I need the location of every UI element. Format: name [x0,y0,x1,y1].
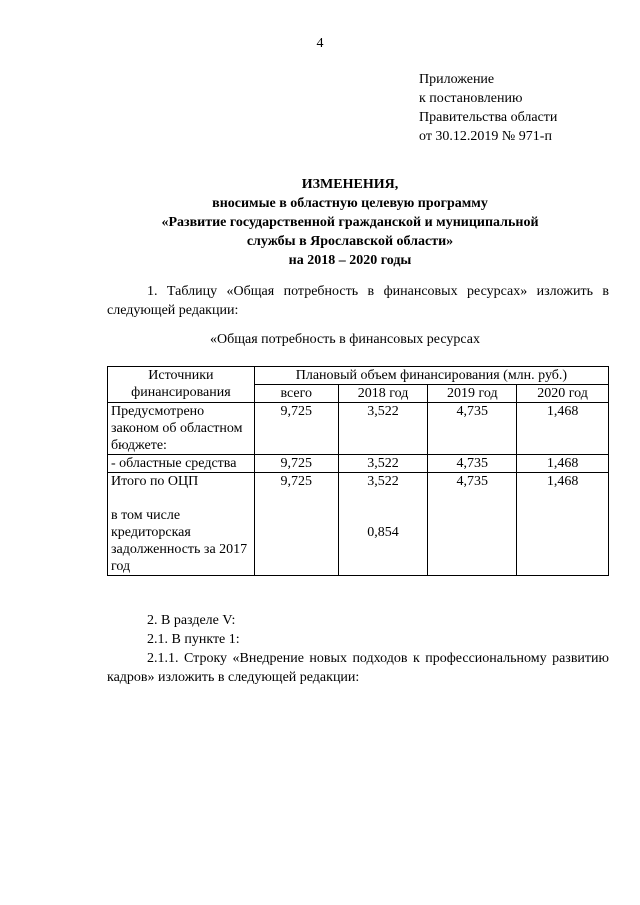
table-title: «Общая потребность в финансовых ресурсах [210,332,480,347]
row-2018: 3,522 [338,403,428,455]
row-2018-value: 3,522 [367,474,399,489]
table-row [108,473,609,576]
heading-line-3: «Развитие государственной гражданской и муниципальной [161,215,539,230]
paragraph-1: 1. Таблицу «Общая потребность в финансовых ресурсах» изложить в следующей редакции: [107,284,609,318]
document-heading [90,175,610,270]
header-total: всего [254,385,338,403]
appendix-note [419,70,557,146]
row-2019: 4,735 [428,403,517,455]
heading-line-2: вносимые в областную целевую программу [212,196,488,211]
row-2020: 1,468 [517,473,609,576]
row-2019: 4,735 [428,473,517,576]
row-2018-total [338,473,428,576]
row-total: 9,725 [254,473,338,576]
section-2-line-3: 2.1.1. Строку «Внедрение новых подходов к профессиональному развитию кадров» изложить в следующей редакции: [107,651,609,685]
table-row [108,455,609,473]
header-2020: 2020 год [517,385,609,403]
appendix-line-3: Правительства области [419,110,558,125]
appendix-line-2: к постановлению [419,91,523,106]
heading-line-4: службы в Ярославской области» [246,234,454,249]
row-2019: 4,735 [428,455,517,473]
appendix-line-4: от 30.12.2019 № 971-п [419,129,552,144]
row-total: 9,725 [254,455,338,473]
row-2018: 3,522 [338,455,428,473]
row-total: 9,725 [254,403,338,455]
row-source: - областные средства [108,455,255,473]
header-planned: Плановый объем финансирования (млн. руб.) [254,367,608,385]
appendix-line-1: Приложение [419,72,495,87]
row-source-label: Итого по ОЦП [111,474,199,489]
section-2-line-2: 2.1. В пункте 1: [147,632,240,647]
page-number: 4 [316,36,324,51]
heading-line-1: ИЗМЕНЕНИЯ, [301,177,399,192]
table-header-row [108,367,609,385]
header-2018: 2018 год [338,385,428,403]
row-2018-sub-value: 0,854 [367,525,399,540]
row-2020: 1,468 [517,403,609,455]
row-2020: 1,468 [517,455,609,473]
table-row [108,403,609,455]
header-2019: 2019 год [428,385,517,403]
row-source: Предусмотрено законом об областном бюджете: [108,403,255,455]
header-source: Источники финансирования [108,367,255,403]
row-source-total [108,473,255,576]
financing-table [107,366,609,576]
section-2-line-1: 2. В разделе V: [147,613,236,628]
row-sub-source-label: в том числе кредиторская задолженность за 2017 год [111,508,248,574]
heading-line-5: на 2018 – 2020 годы [288,253,412,268]
